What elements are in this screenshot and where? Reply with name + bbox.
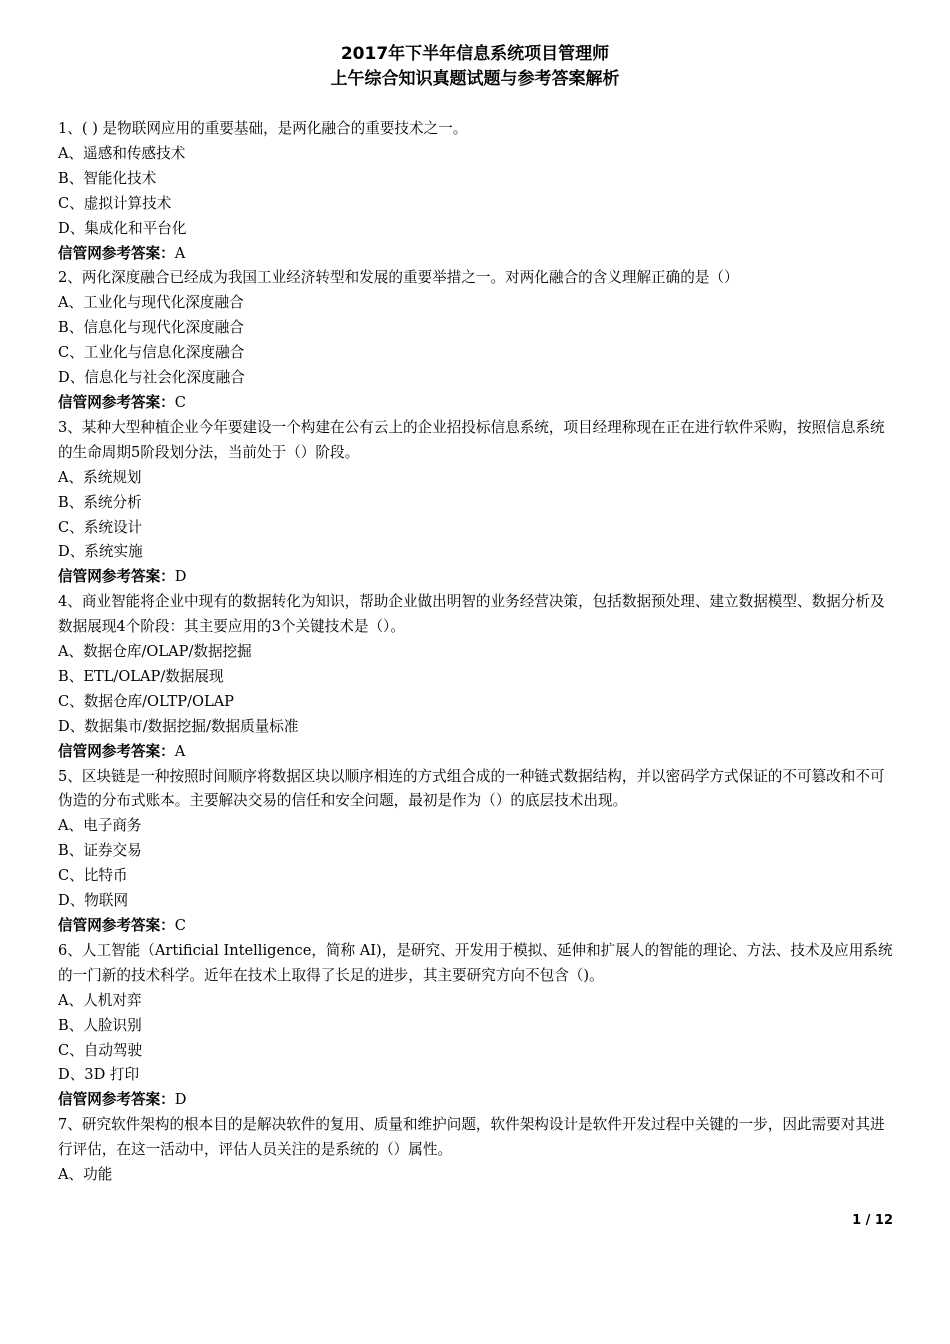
answer-option: D、3D 打印 — [58, 1066, 140, 1084]
answer-option: A、功能 — [58, 1166, 113, 1184]
answer-option: C、自动驾驶 — [58, 1041, 143, 1059]
answer-value: D — [174, 1091, 187, 1109]
answer-label: 信管网参考答案： — [58, 568, 175, 586]
answer-option: D、系统实施 — [58, 543, 143, 561]
question-text: 4、商业智能将企业中现有的数据转化为知识，帮助企业做出明智的业务经营决策，包括数据预处理、建立数据模型、数据分析及数据展现4个阶段：其主要应用的3个关键技术是（）。 — [58, 593, 885, 636]
question-block — [58, 765, 894, 939]
reference-answer — [58, 1088, 894, 1113]
question-list — [58, 117, 894, 1188]
question-text: 6、人工智能（Artificial Intelligence，简称 AI)，是研究、开发用于模拟、延伸和扩展人的智能的理论、方法、技术及应用系统的一门新的技术科学。近年在技术上取得了长足的进步，其主要研究方向不包含（)。 — [58, 941, 893, 984]
answer-option: A、数据仓库/OLAP/数据挖掘 — [58, 643, 252, 661]
answer-option: B、ETL/OLAP/数据展现 — [58, 667, 224, 685]
answer-option: C、虚拟计算技术 — [58, 194, 172, 212]
answer-option: D、物联网 — [58, 892, 129, 910]
question-text: 3、某种大型种植企业今年要建设一个构建在公有云上的企业招投标信息系统，项目经理称现在正在进行软件采购，按照信息系统的生命周期5阶段划分法，当前处于（）阶段。 — [58, 418, 885, 461]
answer-option: D、数据集市/数据挖掘/数据质量标准 — [58, 717, 299, 735]
answer-option: C、比特币 — [58, 867, 128, 885]
document-subtitle: 上午综合知识真题试题与参考答案解析 — [330, 69, 620, 89]
question-block — [58, 266, 894, 415]
answer-option: B、人脸识别 — [58, 1016, 142, 1034]
answer-label: 信管网参考答案： — [58, 393, 175, 411]
answer-label: 信管网参考答案： — [58, 1091, 175, 1109]
reference-answer — [58, 914, 894, 939]
answer-value: C — [174, 393, 186, 411]
answer-label: 信管网参考答案： — [58, 917, 175, 934]
answer-value: A — [174, 244, 186, 262]
question-text: 1、( ) 是物联网应用的重要基础，是两化融合的重要技术之一。 — [58, 120, 468, 137]
answer-option: C、系统设计 — [58, 518, 143, 536]
question-text: 7、研究软件架构的根本目的是解决软件的复用、质量和维护问题，软件架构设计是软件开发过程中关键的一步，因此需要对其进行评估，在这一活动中，评估人员关注的是系统的（）属性。 — [58, 1116, 885, 1159]
answer-value: C — [174, 917, 186, 934]
answer-option: A、遥感和传感技术 — [58, 144, 186, 162]
question-block — [58, 939, 894, 1113]
answer-option: B、证券交易 — [58, 842, 142, 860]
answer-option: B、系统分析 — [58, 493, 142, 511]
answer-label: 信管网参考答案： — [58, 244, 175, 262]
reference-answer — [58, 740, 894, 765]
answer-option: A、工业化与现代化深度融合 — [58, 294, 244, 312]
answer-option: A、电子商务 — [58, 817, 142, 835]
question-text: 5、区块链是一种按照时间顺序将数据区块以顺序相连的方式组合成的一种链式数据结构，并以密码学方式保证的不可篡改和不可伪造的分布式账本。主要解决交易的信任和安全问题，最初是作为（）的底层技术出现。 — [58, 767, 885, 810]
answer-value: D — [174, 568, 187, 586]
answer-option: C、数据仓库/OLTP/OLAP — [58, 692, 235, 710]
question-block — [58, 117, 894, 266]
answer-option: A、系统规划 — [58, 468, 142, 486]
answer-value: A — [174, 742, 186, 760]
document-title: 2017年下半年信息系统项目管理师 — [340, 44, 610, 64]
answer-option: D、信息化与社会化深度融合 — [58, 369, 245, 387]
answer-option: C、工业化与信息化深度融合 — [58, 344, 245, 362]
reference-answer — [58, 242, 894, 267]
answer-option: B、信息化与现代化深度融合 — [58, 319, 244, 337]
page-number: 1 / 12 — [852, 1213, 893, 1228]
reference-answer — [58, 565, 894, 590]
question-block — [58, 590, 894, 764]
answer-option: D、集成化和平台化 — [58, 219, 187, 237]
answer-option: A、人机对弈 — [58, 991, 142, 1009]
question-block — [58, 416, 894, 590]
reference-answer — [58, 391, 894, 416]
answer-option: B、智能化技术 — [58, 169, 157, 187]
question-block — [58, 1113, 894, 1188]
question-text: 2、两化深度融合已经成为我国工业经济转型和发展的重要举措之一。对两化融合的含义理解正确的是（） — [58, 269, 739, 287]
answer-label: 信管网参考答案： — [58, 742, 175, 760]
